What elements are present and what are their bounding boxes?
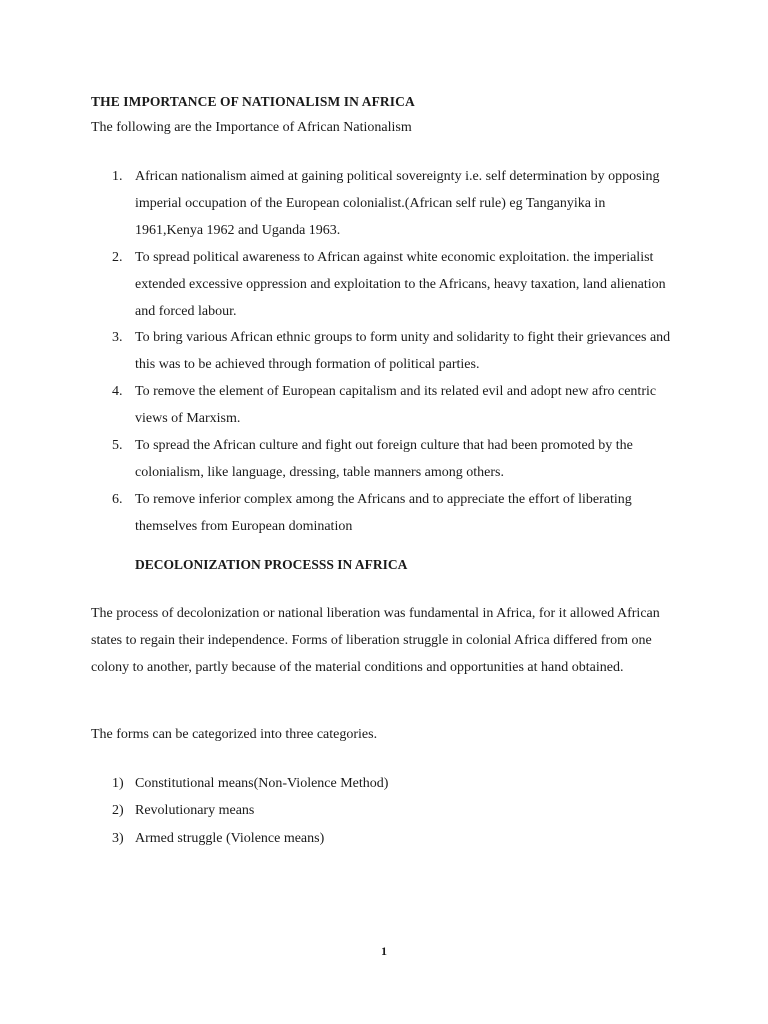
list-item: [0, 325, 675, 379]
list-item: [0, 164, 675, 245]
list-marker: 2.: [112, 249, 123, 265]
list-item-text: To spread political awareness to African against white economic exploitation. the imperialist extended excessive oppression and exploitation to the Africans, heavy taxation, land alienation and forced labour.: [135, 249, 666, 319]
categories-list: [0, 770, 768, 852]
section-heading: DECOLONIZATION PROCESSS IN AFRICA: [135, 557, 408, 572]
list-item: [0, 825, 768, 852]
list-marker: 4.: [112, 384, 123, 400]
list-item-text: Constitutional means(Non-Violence Method): [135, 776, 389, 791]
list-marker: 3.: [112, 330, 123, 346]
list-item: [0, 770, 768, 797]
list-item: [0, 379, 675, 433]
list-marker: 5.: [112, 438, 123, 454]
list-item-text: Revolutionary means: [135, 803, 255, 819]
intro-text: The following are the Importance of African Nationalism: [91, 120, 412, 135]
list-item: [0, 797, 768, 824]
list-item: [0, 487, 675, 541]
list-item-text: To remove inferior complex among the Africans and to appreciate the effort of liberating themselves from European domination: [135, 491, 632, 534]
list-item-text: To spread the African culture and fight out foreign culture that had been promoted by the colonialism, like language, dressing, table manners among others.: [135, 438, 633, 480]
decolonization-paragraph: The process of decolonization or national liberation was fundamental in Africa, for it allowed African states to regain their independence. Forms of liberation struggle in colonial Africa differed from one colony to another, partly because of the material conditions and opportunities at hand obtained.: [91, 606, 660, 675]
list-item-text: African nationalism aimed at gaining political sovereignty i.e. self determination by opposing imperial occupation of the European colonialist.(African self rule) eg Tanganyika in 1961,Kenya 1962 and Uganda 1963.: [135, 169, 660, 238]
list-marker: 3): [112, 830, 124, 846]
list-item-text: Armed struggle (Violence means): [135, 830, 325, 846]
list-marker: 2): [112, 803, 124, 819]
list-item: [0, 433, 675, 487]
page-number: 1: [381, 944, 387, 958]
list-item: [0, 245, 675, 326]
list-marker: 1.: [112, 169, 123, 184]
document-title: THE IMPORTANCE OF NATIONALISM IN AFRICA: [91, 94, 415, 109]
list-marker: 6.: [112, 491, 123, 507]
list-item-text: To remove the element of European capitalism and its related evil and adopt new afro centric views of Marxism.: [135, 384, 657, 427]
list-item-text: To bring various African ethnic groups to form unity and solidarity to fight their grievances and this was to be achieved through formation of political parties.: [135, 330, 671, 373]
list-marker: 1): [112, 776, 124, 791]
importance-list: [0, 164, 768, 541]
categories-intro: The forms can be categorized into three categories.: [91, 727, 378, 742]
